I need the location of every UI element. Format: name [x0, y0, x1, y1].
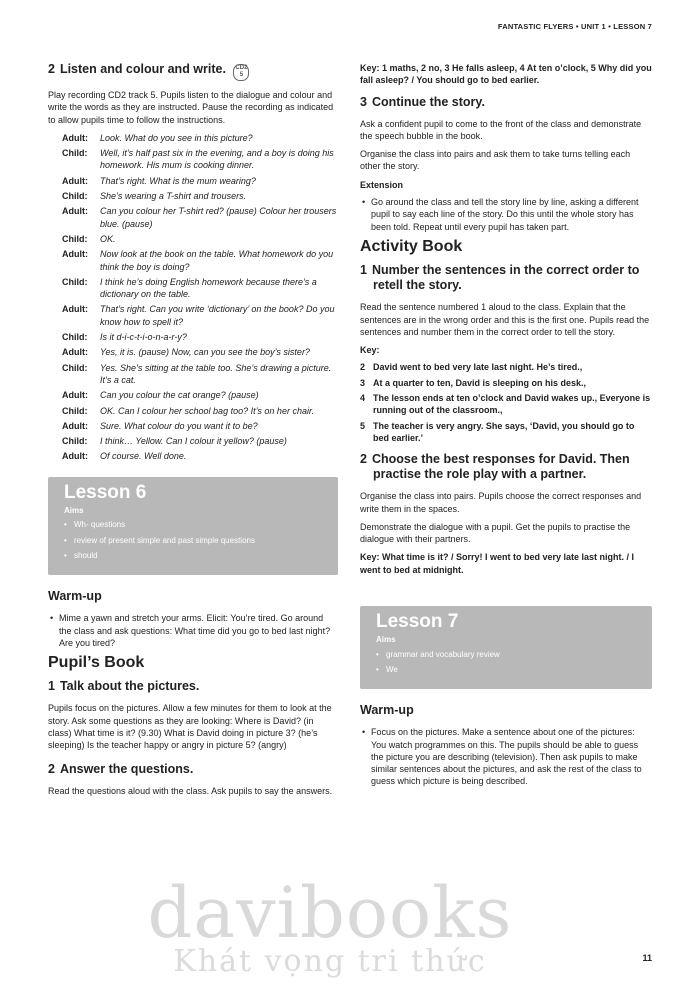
dialogue-speaker: Adult: [62, 451, 88, 462]
key-answers: Key: What time is it? / Sorry! I went to bed very late last night. / I went to bed at midnight. [360, 552, 635, 575]
section-text: Organise the class into pairs. Pupils choose the correct responses and write them in the spaces. [360, 491, 642, 514]
watermark-brand: davibooks [147, 872, 513, 954]
key-item-number: 3 [360, 377, 366, 388]
running-head: FANTASTIC FLYERS • UNIT 1 • LESSON 7 [497, 22, 652, 31]
dialogue-line [62, 303, 338, 328]
extension-heading: Extension [360, 179, 404, 190]
cd-track: 5 [239, 72, 244, 78]
dialogue-speaker: Adult: [62, 347, 88, 358]
dialogue-line [62, 389, 338, 401]
section-title: Choose the best responses for David. Then practise the role play with a partner. [371, 452, 630, 482]
dialogue-line [62, 190, 338, 202]
dialogue-line [62, 147, 338, 172]
section-number: 3 [360, 94, 367, 109]
key-list [360, 361, 652, 444]
aims-label: Aims [376, 635, 396, 645]
section-title: Talk about the pictures. [59, 679, 200, 694]
left-column [48, 62, 338, 803]
section-answer-questions [48, 762, 338, 777]
dialogue-line [62, 175, 338, 187]
dialogue-line [62, 420, 338, 432]
dialogue-speaker: Child: [62, 362, 88, 373]
section-talk-pictures [48, 679, 338, 694]
dialogue-speaker: Adult: [62, 249, 88, 260]
warmup-heading: Warm-up [360, 703, 414, 718]
aims-label: Aims [64, 506, 84, 516]
key-item [360, 361, 652, 373]
dialogue-line [62, 233, 338, 245]
section-text: Pupils focus on the pictures. Allow a few minutes for them to look at the story. Ask some questions as they are looking: Where is David? (in class) What time is it? (9.30) What is David doing in picture 3? (he’s sleeping) Is the teacher happy or angry in picture 5? (angry) [48, 703, 332, 751]
warmup-list [360, 726, 652, 787]
aims-list [64, 519, 322, 562]
aim-item: • Wh- questions [64, 519, 322, 531]
lesson-7-box [360, 606, 652, 689]
section-number-sentences [360, 263, 652, 293]
section-number: 2 [48, 62, 55, 76]
dialogue-text: Is it d-i-c-t-i-o-n-a-r-y? [100, 332, 187, 343]
dialogue-line [62, 132, 338, 144]
dialogue-text: Of course. Well done. [100, 451, 187, 462]
section-title: Number the sentences in the correct order to retell the story. [371, 263, 640, 293]
dialogue-text: She’s wearing a T-shirt and trousers. [100, 191, 247, 202]
extension-item: • Go around the class and tell the story line by line, asking a different pupil to say each line of the story. Do this until the whole story has been told. Repeat until every pupil has taken part. [360, 196, 652, 233]
dialogue-line [62, 405, 338, 417]
section-text: Read the sentence numbered 1 aloud to the class. Explain that the sentences are in the wrong order and this is the first one. Pupils read the sentences and number them in the correct order to tell the story. [360, 302, 650, 337]
dialogue-line [62, 362, 338, 387]
key-item [360, 377, 652, 389]
dialogue-text: Look. What do you see in this picture? [100, 132, 253, 143]
section-number: 2 [48, 761, 55, 776]
key-item-number: 2 [360, 362, 366, 373]
dialogue-line [62, 346, 338, 358]
dialogue-speaker: Child: [62, 233, 88, 244]
section-number: 2 [360, 452, 367, 467]
dialogue-line [62, 331, 338, 343]
dialogue-speaker: Child: [62, 332, 88, 343]
section-title: Continue the story. [371, 94, 485, 109]
key-item-number: 5 [360, 420, 366, 431]
dialogue-text: I think… Yellow. Can I colour it yellow? (pause) [100, 436, 287, 447]
aim-item: • should [64, 550, 322, 562]
dialogue-text: Yes, it is. (pause) Now, can you see the boy’s sister? [100, 347, 310, 358]
section-number: 1 [48, 679, 55, 694]
aim-item: • We [376, 664, 636, 676]
section-title: Answer the questions. [59, 761, 194, 776]
right-column [360, 62, 652, 796]
pupils-book-heading: Pupil’s Book [48, 654, 145, 672]
dialogue-line [62, 450, 338, 462]
key-item-text: The teacher is very angry. She says, ‘David, you should go to bed earlier.’ [373, 420, 635, 443]
dialogue-text: Sure. What colour do you want it to be? [100, 420, 258, 431]
key-item-number: 4 [360, 393, 366, 404]
dialogue-speaker: Adult: [62, 175, 88, 186]
dialogue-text: Well, it’s half past six in the evening, and a boy is doing his homework. His mum is cooking dinner. [100, 148, 334, 171]
section-listen-colour-write [48, 62, 338, 81]
dialogue-speaker: Child: [62, 276, 88, 287]
dialogue-line [62, 435, 338, 447]
activity-book-heading: Activity Book [360, 237, 463, 255]
warmup-heading: Warm-up [48, 589, 102, 604]
dialogue-text: That’s right. What is the mum wearing? [100, 175, 256, 186]
extension-list [360, 196, 652, 233]
aims-list [376, 649, 636, 677]
warmup-list [48, 612, 338, 649]
cd-icon [233, 64, 249, 81]
dialogue-speaker: Child: [62, 436, 88, 447]
warmup-item: • Focus on the pictures. Make a sentence about one of the pictures: You watch programmes on this. The pupils should be able to guess the picture you are describing (television). Then ask pupils to make similar sentences about the pictures, and ask the rest of the class to guess which picture is being described. [360, 726, 652, 787]
dialogue-text: That’s right. Can you write ‘dictionary’ on the book? Do you know how to spell it? [100, 304, 335, 327]
section-intro: Play recording CD2 track 5. Pupils listen to the dialogue and colour and write the words as they are instructed. Pause the recording as indicated to allow pupils time to follow the instructions. [48, 90, 334, 125]
dialogue-text: Can you colour the cat orange? (pause) [100, 390, 259, 401]
cd-label: CD2 [235, 65, 248, 71]
dialogue-speaker: Adult: [62, 206, 88, 217]
key-item-text: The lesson ends at ten o’clock and David wakes up., Everyone is running out of the classroom., [373, 393, 651, 416]
section-continue-story [360, 95, 652, 110]
key-answers: Key: 1 maths, 2 no, 3 He falls asleep, 4 At ten o’clock, 5 Why did you fall asleep? / You should go to bed earlier. [360, 63, 652, 86]
section-text: Ask a confident pupil to come to the front of the class and demonstrate the speech bubble in the book. [360, 118, 642, 141]
dialogue-speaker: Adult: [62, 420, 88, 431]
section-text: Demonstrate the dialogue with a pupil. Get the pupils to practise the dialogue with their partners. [360, 521, 631, 545]
dialogue-line [62, 248, 338, 273]
dialogue-text: Now look at the book on the table. What homework do you think the boy is doing? [100, 249, 334, 272]
dialogue-speaker: Adult: [62, 390, 88, 401]
dialogue-text: OK. Can I colour her school bag too? It’s on her chair. [100, 405, 315, 416]
dialogue-text: I think he’s doing English homework because there’s a dictionary on the table. [100, 276, 317, 300]
dialogue-speaker: Child: [62, 405, 88, 416]
dialogue-speaker: Adult: [62, 132, 88, 143]
section-text: Read the questions aloud with the class. Ask pupils to say the answers. [48, 785, 333, 796]
key-label: Key: [360, 345, 380, 356]
lesson-title: Lesson 7 [376, 611, 459, 633]
dialogue-text: OK. [100, 233, 116, 244]
lesson-6-box [48, 477, 338, 575]
dialogue-speaker: Child: [62, 148, 88, 159]
key-item [360, 420, 652, 445]
dialogue-speaker: Child: [62, 191, 88, 202]
watermark-tagline: Khát vọng tri thức [173, 944, 487, 979]
dialogue-line [62, 205, 338, 230]
key-item [360, 392, 652, 417]
page-number: 11 [642, 953, 652, 963]
section-choose-responses [360, 452, 652, 482]
key-item-text: David went to bed very late last night. He’s tired., [373, 362, 583, 373]
aim-item: • review of present simple and past simple questions [64, 535, 322, 547]
section-number: 1 [360, 263, 367, 278]
section-text: Organise the class into pairs and ask them to take turns telling each other the story. [360, 149, 631, 172]
dialogue-text: Can you colour her T-shirt red? (pause) Colour her trousers blue. (pause) [100, 206, 337, 229]
lesson-title: Lesson 6 [64, 481, 147, 503]
watermark [70, 872, 590, 979]
dialogue-line [62, 276, 338, 301]
dialogue [62, 132, 338, 463]
key-item-text: At a quarter to ten, David is sleeping on his desk., [373, 377, 587, 388]
dialogue-speaker: Adult: [62, 304, 88, 315]
aim-item: • grammar and vocabulary review [376, 649, 636, 661]
dialogue-text: Yes. She’s sitting at the table too. She’s drawing a picture. It’s a cat. [100, 362, 332, 385]
warmup-item: • Mime a yawn and stretch your arms. Elicit: You’re tired. Go around the class and ask questions: What time did you go to bed last night? Are you tired? [48, 612, 338, 649]
section-title: Listen and colour and write. [59, 62, 226, 76]
